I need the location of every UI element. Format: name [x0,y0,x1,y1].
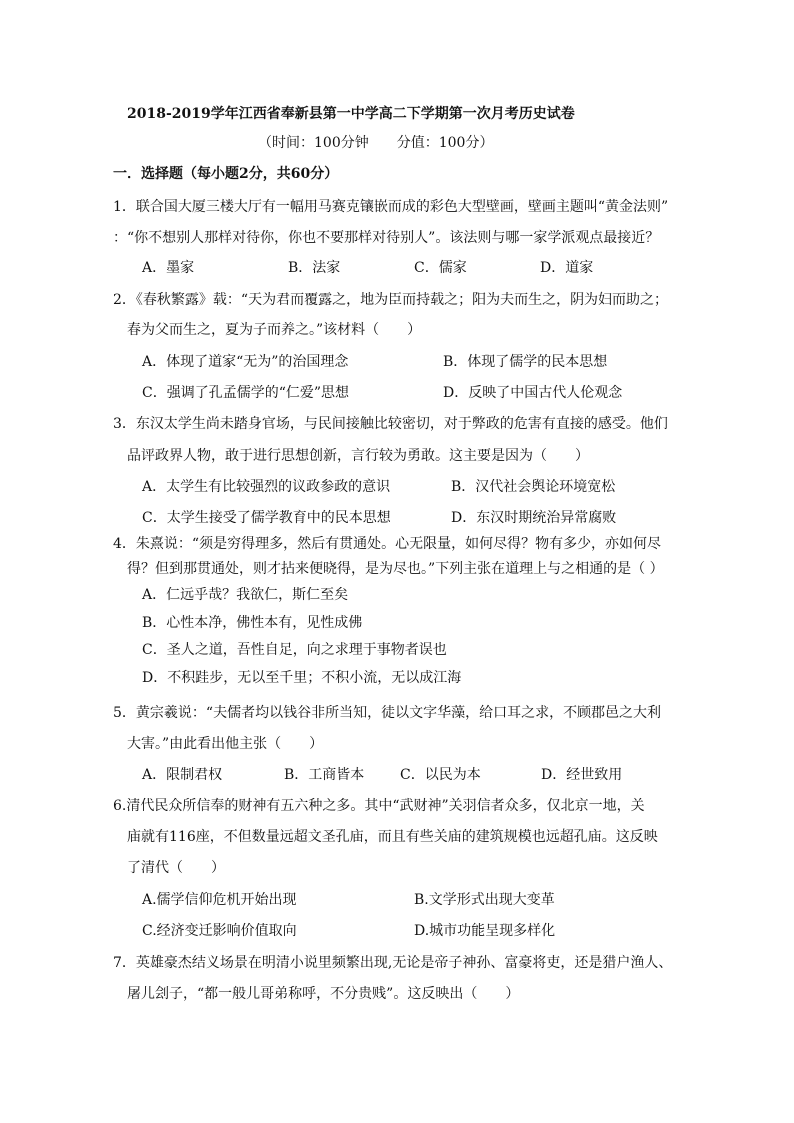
option-b: B．体现了儒学的民本思想 [443,354,608,370]
question-stem-line: 了清代（ ） [127,860,225,876]
question-stem-line: 2．《春秋繁露》载：“天为君而覆露之，地为臣而持载之；阳为夫而生之，阴为妇而助之； [113,292,669,308]
option-b: B.文学形式出现大变革 [414,892,555,908]
option-a: A．仁远乎哉？我欲仁，斯仁至矣 [142,587,349,603]
section-heading: 一．选择题（每小题2分，共60分） [113,166,339,182]
question-stem-line: 春为父而生之，夏为子而养之。”该材料（ ） [127,322,422,338]
question-stem-line: 屠儿刽子，“都一般儿哥弟称呼，不分贵贱”。这反映出（ ） [127,986,520,1002]
question-stem-line: 庙就有116座，不但数量远超文圣孔庙，而且有些关庙的建筑规模也远超孔庙。这反映 [127,829,658,845]
question-stem-line: ：“你不想别人那样对待你，你也不要那样对待别人”。该法则与哪一家学派观点最接近？ [113,230,660,246]
option-d: D．道家 [540,260,594,276]
question-stem-line: 得？但到那贯通处，则才拈来便晓得，是为尽也。”下列主张在道理上与之相通的是（ ） [127,561,664,577]
option-c: C．圣人之道，吾性自足，向之求理于事物者误也 [142,642,447,658]
option-d: D．东汉时期统治异常腐败 [451,510,617,526]
option-c: C．儒家 [414,260,467,276]
option-d: D．经世致用 [541,767,623,783]
option-b: B．工商皆本 [284,767,365,783]
option-b: B．心性本净，佛性本有，见性成佛 [142,615,363,631]
exam-title: 2018-2019学年江西省奉新县第一中学高二下学期第一次月考历史试卷 [127,106,575,122]
question-stem-line: 5．黄宗羲说：“夫儒者均以钱谷非所当知，徒以文字华藻，给口耳之求，不顾郡邑之大利 [113,705,662,721]
option-a: A．限制君权 [142,767,223,783]
option-c: C.经济变迁影响价值取向 [142,923,297,939]
question-stem-line: 4．朱熹说：“须是穷得理多，然后有贯通处。心无限量，如何尽得？物有多少，亦如何尽 [113,536,662,552]
option-a: A．体现了道家“无为”的治国理念 [142,354,349,370]
question-stem-line: 1．联合国大厦三楼大厅有一幅用马赛克镶嵌而成的彩色大型壁画，壁画主题叫“黄金法则” [113,199,669,215]
option-c: C．以民为本 [400,767,481,783]
option-b: B．法家 [288,260,341,276]
question-stem-line: 7．英雄豪杰结义场景在明清小说里频繁出现,无论是帝子神孙、富豪将吏，还是猎户渔人、 [113,955,673,971]
exam-subtitle: （时间：100分钟 分值：100分） [258,135,494,151]
option-a: A．墨家 [142,260,195,276]
option-c: C．强调了孔孟儒学的“仁爱”思想 [142,385,350,401]
question-stem-line: 6.清代民众所信奉的财神有五六种之多。其中“武财神”关羽信者众多，仅北京一地，关 [113,798,645,814]
option-d: D．不积跬步，无以至千里；不积小流，无以成江海 [142,670,462,686]
option-d: D.城市功能呈现多样化 [414,923,556,939]
question-stem-line: 大害。”由此看出他主张（ ） [127,736,324,752]
question-stem-line: 3．东汉太学生尚未踏身官场，与民间接触比较密切，对于弊政的危害有直接的感受。他们 [113,416,668,432]
option-b: B．汉代社会舆论环境宽松 [451,479,616,495]
question-stem-line: 品评政界人物，敢于进行思想创新，言行较为勇敢。这主要是因为（ ） [127,448,589,464]
option-a: A.儒学信仰危机开始出现 [142,892,297,908]
option-a: A．太学生有比较强烈的议政参政的意识 [142,479,391,495]
option-d: D．反映了中国古代人伦观念 [443,385,623,401]
option-c: C．太学生接受了儒学教育中的民本思想 [142,510,391,526]
